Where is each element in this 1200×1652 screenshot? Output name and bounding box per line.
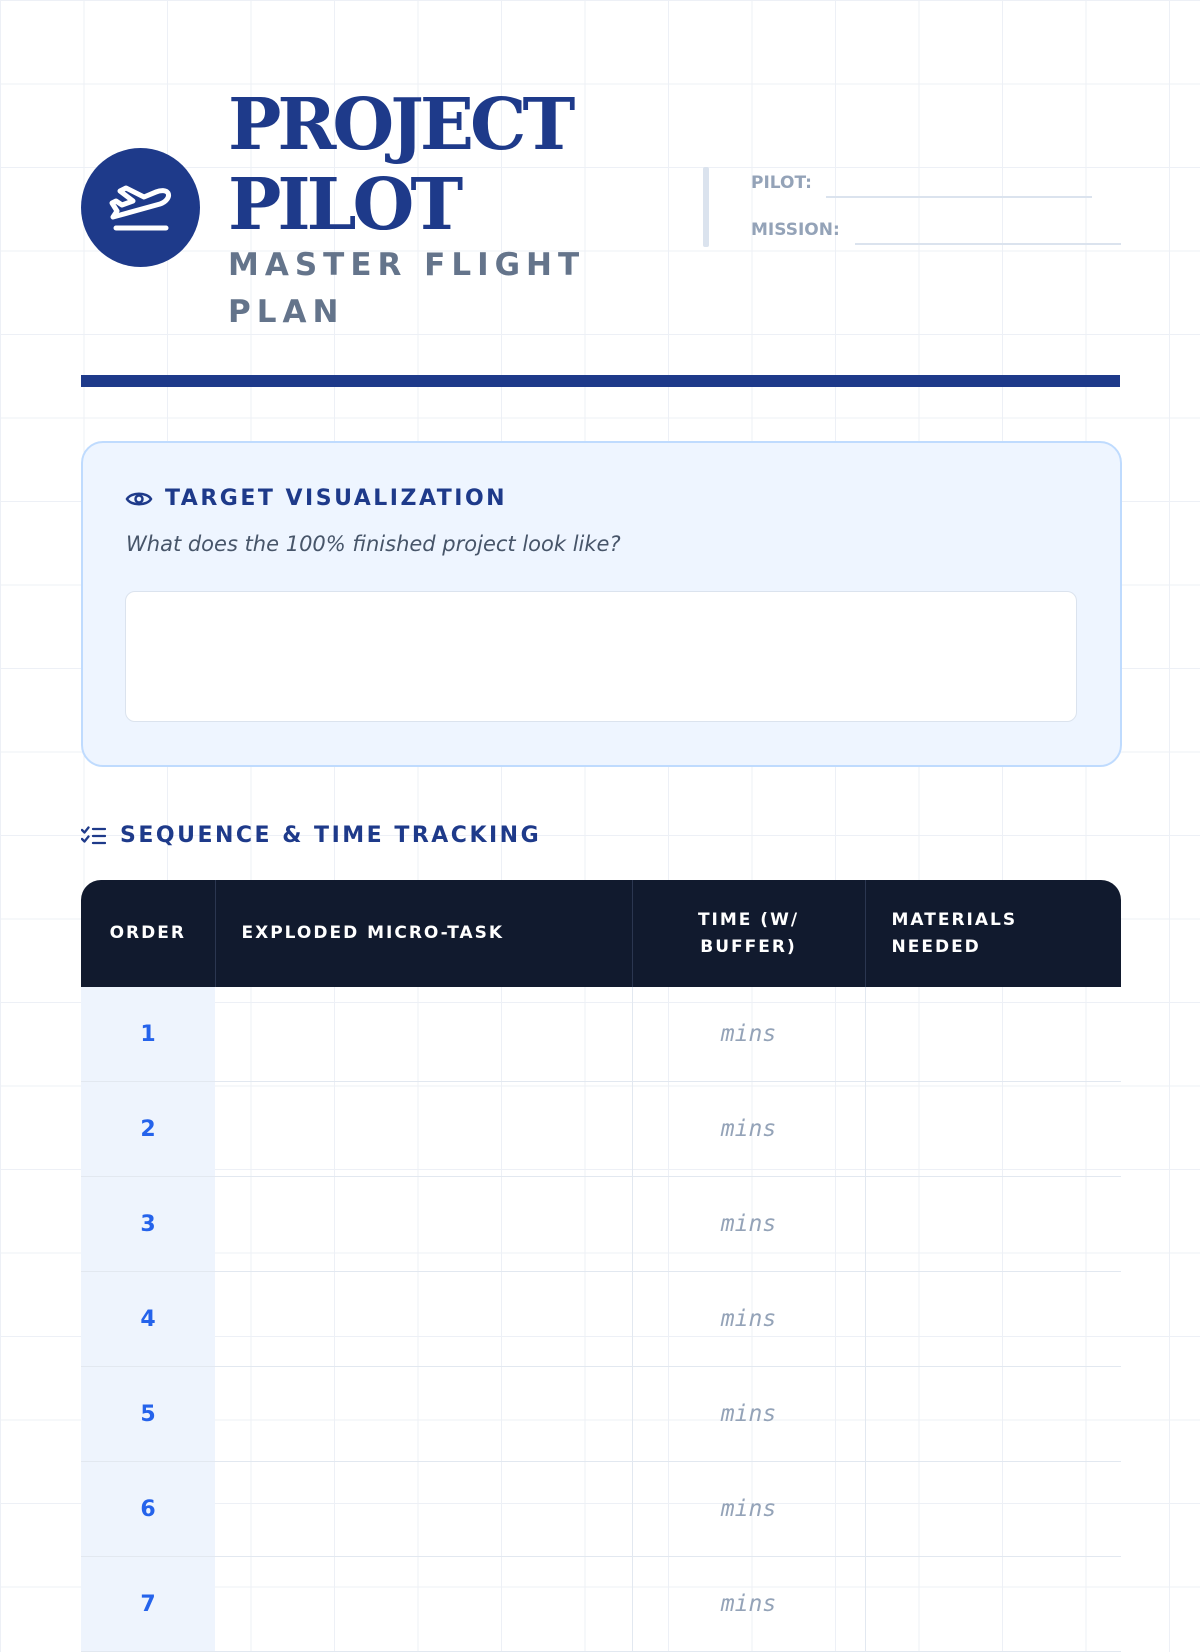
- mission-field[interactable]: [855, 243, 1121, 245]
- task-cell[interactable]: [215, 1367, 632, 1462]
- logo-badge: [81, 148, 200, 267]
- target-visualization-input[interactable]: [125, 591, 1077, 722]
- task-cell[interactable]: [215, 1082, 632, 1177]
- table-row: [81, 1177, 1121, 1272]
- materials-cell[interactable]: [865, 1462, 1121, 1557]
- table-row: [81, 1367, 1121, 1462]
- order-cell: 5: [81, 1367, 215, 1462]
- table-row: [81, 1272, 1121, 1367]
- meta-divider: [703, 167, 709, 247]
- materials-cell[interactable]: [865, 1367, 1121, 1462]
- task-cell[interactable]: [215, 987, 632, 1082]
- page-title: [228, 84, 571, 244]
- table-row: [81, 987, 1121, 1082]
- column-header-time: TIME (W/ BUFFER): [632, 880, 865, 987]
- sequence-heading: [81, 823, 541, 848]
- time-cell[interactable]: mins: [632, 1272, 865, 1367]
- checklist-icon: [81, 826, 106, 846]
- column-header-order: ORDER: [81, 880, 215, 987]
- column-header-materials: MATERIALS NEEDED: [865, 880, 1121, 987]
- airplane-takeoff-icon: [108, 180, 174, 236]
- task-cell[interactable]: [215, 1462, 632, 1557]
- order-cell: 4: [81, 1272, 215, 1367]
- table-header-row: [81, 880, 1121, 987]
- time-cell[interactable]: mins: [632, 1557, 865, 1652]
- time-cell[interactable]: mins: [632, 1462, 865, 1557]
- order-cell: 6: [81, 1462, 215, 1557]
- order-cell: 1: [81, 987, 215, 1082]
- table-row: [81, 1462, 1121, 1557]
- time-cell[interactable]: mins: [632, 1082, 865, 1177]
- time-cell[interactable]: mins: [632, 987, 865, 1082]
- materials-cell[interactable]: [865, 1082, 1121, 1177]
- page-subtitle: MASTER FLIGHT PLAN: [228, 247, 586, 330]
- task-cell[interactable]: [215, 1557, 632, 1652]
- eye-icon: [125, 489, 153, 509]
- header-rule: [81, 375, 1120, 387]
- order-cell: 3: [81, 1177, 215, 1272]
- pilot-label: PILOT:: [751, 173, 812, 193]
- task-cell[interactable]: [215, 1177, 632, 1272]
- title-line-1: PROJECT: [228, 82, 572, 166]
- sequence-table: [81, 880, 1121, 1652]
- materials-cell[interactable]: [865, 987, 1121, 1082]
- time-cell[interactable]: mins: [632, 1177, 865, 1272]
- order-cell: 2: [81, 1082, 215, 1177]
- table-row: [81, 1082, 1121, 1177]
- target-visualization-question: What does the 100% finished project look like?: [126, 532, 621, 556]
- materials-cell[interactable]: [865, 1177, 1121, 1272]
- pilot-field[interactable]: [826, 196, 1092, 198]
- order-cell: 7: [81, 1557, 215, 1652]
- target-visualization-heading: [125, 486, 507, 511]
- materials-cell[interactable]: [865, 1272, 1121, 1367]
- time-cell[interactable]: mins: [632, 1367, 865, 1462]
- table-row: [81, 1557, 1121, 1652]
- column-header-task: EXPLODED MICRO-TASK: [215, 880, 632, 987]
- target-visualization-title: TARGET VISUALIZATION: [165, 486, 508, 511]
- task-cell[interactable]: [215, 1272, 632, 1367]
- title-line-2: PILOT: [228, 162, 460, 246]
- sequence-title: SEQUENCE & TIME TRACKING: [120, 823, 542, 848]
- materials-cell[interactable]: [865, 1557, 1121, 1652]
- mission-label: MISSION:: [751, 220, 840, 240]
